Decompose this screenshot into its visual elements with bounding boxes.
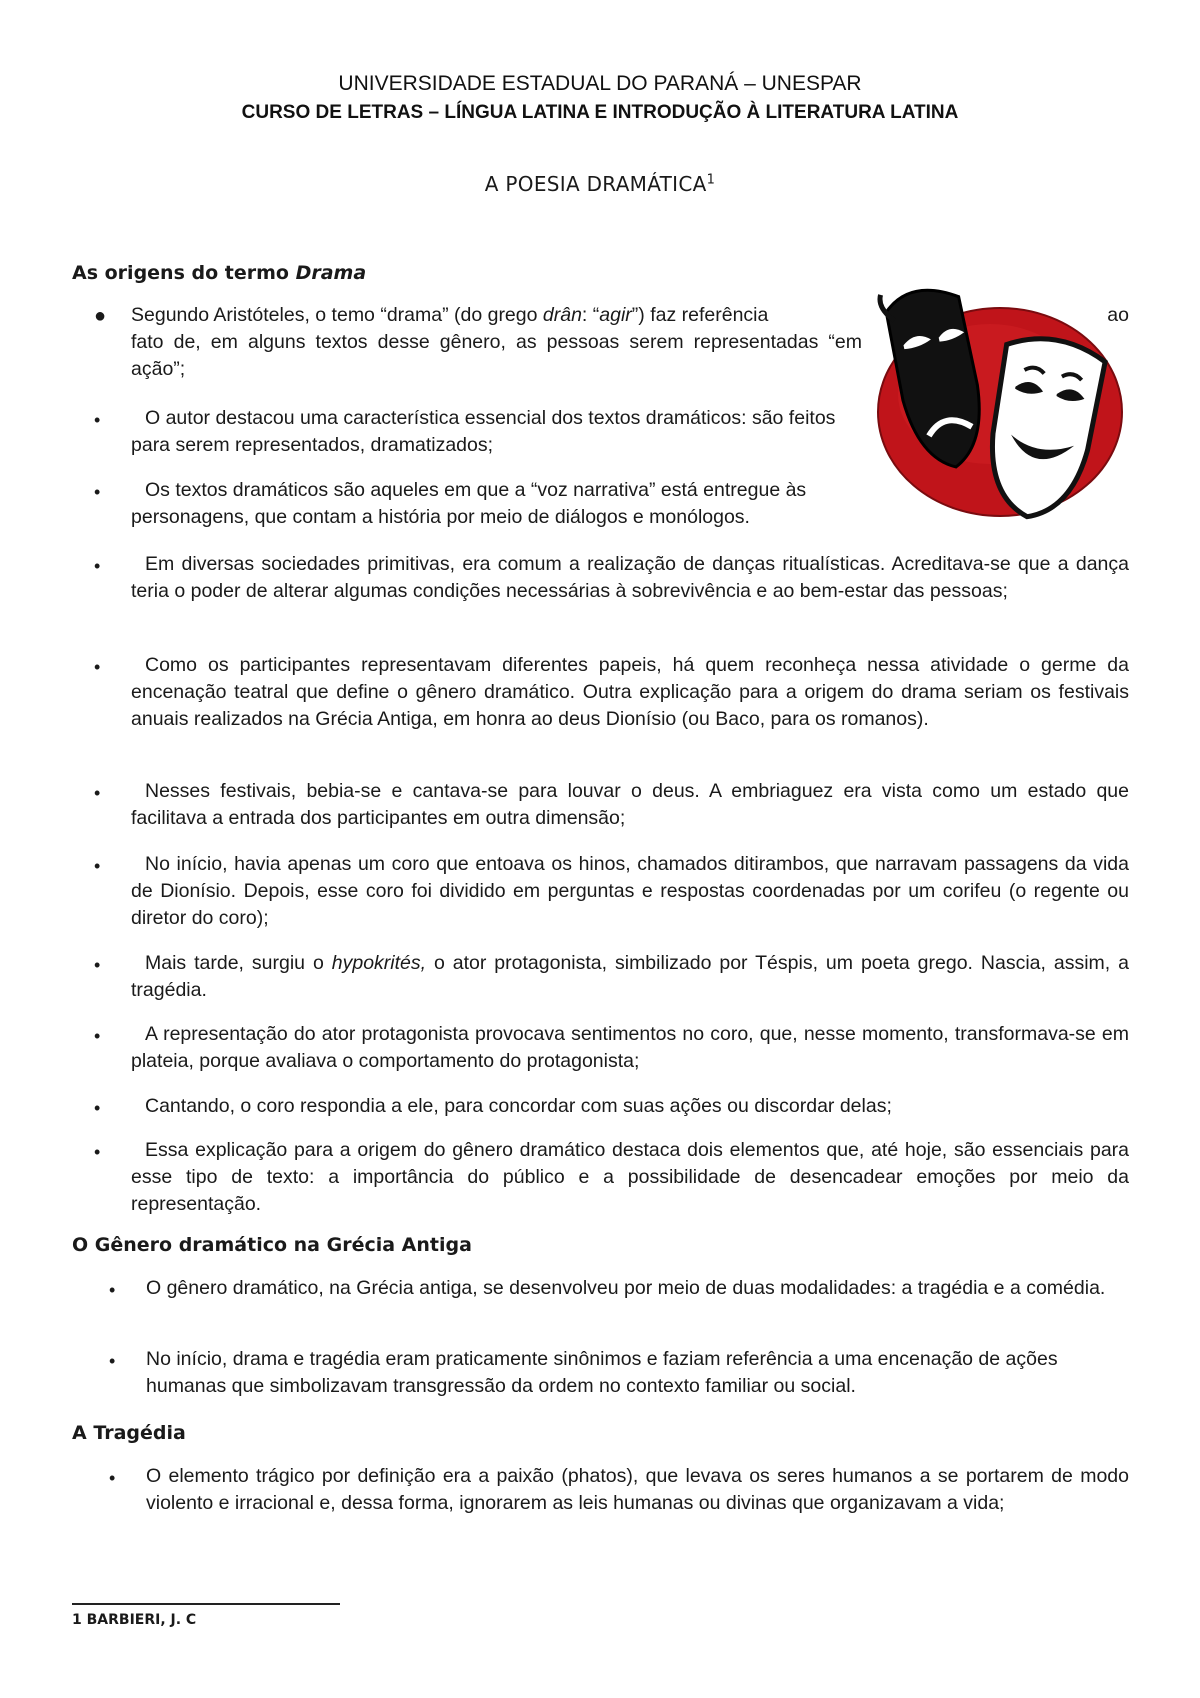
section-heading-origins xyxy=(72,262,366,284)
italic-run: drân xyxy=(542,304,582,326)
text-run: o ator protagonista, simbilizado por Téspis, um poeta grego. Nascia, assim, a tragédia. xyxy=(131,952,1129,1001)
italic-run: hypokrités, xyxy=(331,952,427,974)
heading-italic-text: Drama xyxy=(295,262,367,284)
bullet-icon: • xyxy=(94,783,101,803)
bullet-icon: • xyxy=(94,1026,101,1046)
list-item: Nesses festivais, bebia-se e cantava-se para louvar o deus. A embriaguez era vista como um estado que facilitava a entrada dos participantes em outra dimensão; xyxy=(131,780,1129,829)
bullet-icon: • xyxy=(94,856,101,876)
heading-text: As origens do termo xyxy=(72,262,296,284)
list-item: O elemento trágico por definição era a paixão (phatos), que levava os seres humanos a se portarem de modo violento e irracional e, dessa forma, ignorarem as leis humanas ou divinas que organizavam a vida; xyxy=(146,1465,1129,1514)
bullet-icon: • xyxy=(94,1098,101,1118)
text-run: Mais tarde, surgiu o xyxy=(145,952,332,974)
bullet-icon: • xyxy=(94,955,101,975)
list-item: No início, drama e tragédia eram praticamente sinônimos e faziam referência a uma encenação de ações humanas que simbolizavam transgressão da ordem no contexto familiar ou social. xyxy=(146,1348,1058,1397)
bullet-icon: • xyxy=(94,556,101,576)
theater-masks-icon xyxy=(872,282,1128,526)
document-title-text: A POESIA DRAMÁTICA xyxy=(484,172,707,196)
list-item: No início, havia apenas um coro que entoava os hinos, chamados ditirambos, que narravam passagens da vida de Dionísio. Depois, esse coro foi dividido em perguntas e respostas coordenadas por um corifeu (o regente ou diretor do coro); xyxy=(131,853,1129,929)
text-run: Segundo Aristóteles, o temo “drama” (do grego xyxy=(131,304,543,326)
list-item: O autor destacou uma característica essencial dos textos dramáticos: são feitos para serem representados, dramatizados; xyxy=(131,407,836,456)
bullet-icon: • xyxy=(109,1280,116,1300)
italic-run: agir xyxy=(599,304,632,326)
text-run: : “ xyxy=(581,304,600,326)
bullet-icon: • xyxy=(94,1142,101,1162)
document-title xyxy=(0,172,1200,196)
section-heading-greek-genre: O Gênero dramático na Grécia Antiga xyxy=(72,1234,472,1256)
list-item: Essa explicação para a origem do gênero dramático destaca dois elementos que, até hoje, são essenciais para esse tipo de texto: a importância do público e a possibilidade de desencadear emoções por meio da representação. xyxy=(131,1139,1129,1215)
list-item: Em diversas sociedades primitivas, era comum a realização de danças ritualísticas. Acreditava-se que a dança teria o poder de alterar algumas condições necessárias à sobrevivência e ao bem-estar das pessoas; xyxy=(131,553,1129,602)
bullet-icon: • xyxy=(109,1351,116,1371)
list-item: A representação do ator protagonista provocava sentimentos no coro, que, nesse momento, transformava-se em plateia, porque avaliava o comportamento do protagonista; xyxy=(131,1023,1129,1072)
list-item: Os textos dramáticos são aqueles em que a “voz narrativa” está entregue às personagens, que contam a história por meio de diálogos e monólogos. xyxy=(131,479,807,528)
bullet-icon: • xyxy=(94,657,101,677)
text-run: ao xyxy=(1107,304,1129,326)
list-item xyxy=(131,950,1129,1004)
list-item: Cantando, o coro respondia a ele, para concordar com suas ações ou discordar delas; xyxy=(145,1095,892,1117)
course-name: CURSO DE LETRAS – LÍNGUA LATINA E INTRODUÇÃO À LITERATURA LATINA xyxy=(241,102,959,123)
footnote-separator xyxy=(72,1603,340,1605)
university-name: UNIVERSIDADE ESTADUAL DO PARANÁ – UNESPAR xyxy=(338,72,862,95)
list-item-rest: fato de, em alguns textos desse gênero, as pessoas serem representadas “em ação”; xyxy=(131,331,862,380)
bullet-icon: ● xyxy=(94,305,107,327)
bullet-icon: • xyxy=(94,410,101,430)
bullet-icon: • xyxy=(94,482,101,502)
bullet-icon: • xyxy=(109,1468,116,1488)
footnote: 1 BARBIERI, J. C xyxy=(72,1612,197,1628)
section-heading-tragedy: A Tragédia xyxy=(72,1422,186,1444)
footnote-ref: 1 xyxy=(706,172,716,188)
list-item: Como os participantes representavam diferentes papeis, há quem reconheça nessa atividade o germe da encenação teatral que define o gênero dramático. Outra explicação para a origem do drama seriam os festivais anuais realizados na Grécia Antiga, em honra ao deus Dionísio (ou Baco, para os romanos). xyxy=(131,654,1129,730)
list-item: O gênero dramático, na Grécia antiga, se desenvolveu por meio de duas modalidades: a tragédia e a comédia. xyxy=(146,1277,1106,1299)
text-run: ”) faz referência xyxy=(631,304,769,326)
